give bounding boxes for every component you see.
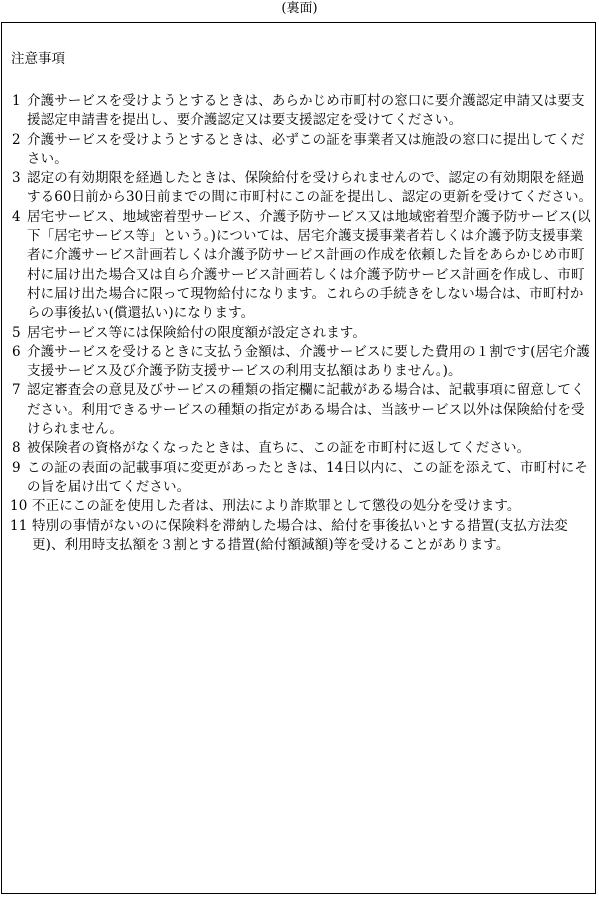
note-item-6 bbox=[10, 343, 594, 382]
note-item-1 bbox=[10, 92, 594, 131]
note-item-4 bbox=[10, 208, 594, 324]
note-item-8 bbox=[10, 439, 594, 458]
note-number: 7 bbox=[12, 382, 21, 399]
note-number: 2 bbox=[12, 131, 21, 148]
note-item-9 bbox=[10, 459, 594, 498]
note-text: この証の表面の記載事項に変更があったときは、14日以内に、この証を添えて、市町村にその旨を届け出てください。 bbox=[27, 459, 588, 495]
note-text: 被保険者の資格がなくなったときは、直ちに、この証を市町村に返してください。 bbox=[27, 440, 531, 457]
note-item-11 bbox=[10, 517, 594, 556]
note-text: 居宅サービス等には保険給付の限度額が設定されます。 bbox=[27, 324, 366, 341]
note-text: 認定審査会の意見及びサービスの種類の指定欄に記載がある場合は、記載事項に留意してください。利用できるサービスの種類の指定がある場合は、当該サービス以外は保険給付を受けられません。 bbox=[27, 382, 585, 438]
note-number: 3 bbox=[12, 170, 21, 187]
note-number: 8 bbox=[12, 440, 21, 457]
note-text: 介護サービスを受けようとするときは、必ずこの証を事業者又は施設の窓口に提出してください。 bbox=[27, 131, 585, 167]
note-item-3 bbox=[10, 169, 594, 208]
notes-list bbox=[10, 92, 594, 555]
note-item-7 bbox=[10, 381, 594, 439]
note-number: 4 bbox=[12, 208, 21, 225]
note-number: 5 bbox=[12, 324, 21, 341]
page-side-label: (裏面) bbox=[281, 1, 318, 16]
note-text: 居宅サービス、地域密着型サービス、介護予防サービス又は地域密着型介護予防サービス(以下「居宅サービス等」という。)については、居宅介護支援事業者若しくは介護予防支援事業者に介護サービス計画若しくは介護予防サービス計画の作成を依頼した旨をあらかじめ市町村に届け出た場合又は自ら介護サービス計画若しくは介護予防サービス計画を作成し、市町村に届け出た場合に限って現物給付になります。これらの手続きをしない場合は、市町村からの事後払い(償還払い)になります。 bbox=[27, 208, 591, 322]
note-number: 6 bbox=[12, 343, 21, 360]
notice-card-frame bbox=[1, 22, 596, 894]
note-text: 認定の有効期限を経過したときは、保険給付を受けられませんので、認定の有効期限を経過する60日前から30日前までの間に市町村にこの証を提出し、認定の更新を受けてください。 bbox=[27, 170, 593, 206]
note-text: 特別の事情がないのに保険料を滞納した場合は、給付を事後払いとする措置(支払方法変更)、利用時支払額を３割とする措置(給付額減額)等を受けることがあります。 bbox=[32, 517, 568, 553]
note-number: 9 bbox=[12, 459, 21, 476]
note-item-5 bbox=[10, 324, 594, 343]
note-number: 10 bbox=[10, 498, 28, 515]
note-number: 1 bbox=[12, 93, 21, 109]
note-text: 介護サービスを受けるときに支払う金額は、介護サービスに要した費用の１割です(居宅介護支援サービス及び介護予防支援サービスの利用支払額はありません。)。 bbox=[27, 343, 590, 380]
note-text: 介護サービスを受けようとするときは、あらかじめ市町村の窓口に要介護認定申請又は要支援認定申請書を提出し、要介護認定又は要支援認定を受けてください。 bbox=[27, 93, 585, 129]
notes-heading: 注意事項 bbox=[11, 51, 65, 67]
note-number: 11 bbox=[10, 517, 28, 534]
note-item-2 bbox=[10, 131, 594, 170]
note-item-10 bbox=[10, 497, 594, 516]
note-text: 不正にこの証を使用した者は、刑法により詐欺罪として懲役の処分を受けます。 bbox=[32, 498, 521, 515]
